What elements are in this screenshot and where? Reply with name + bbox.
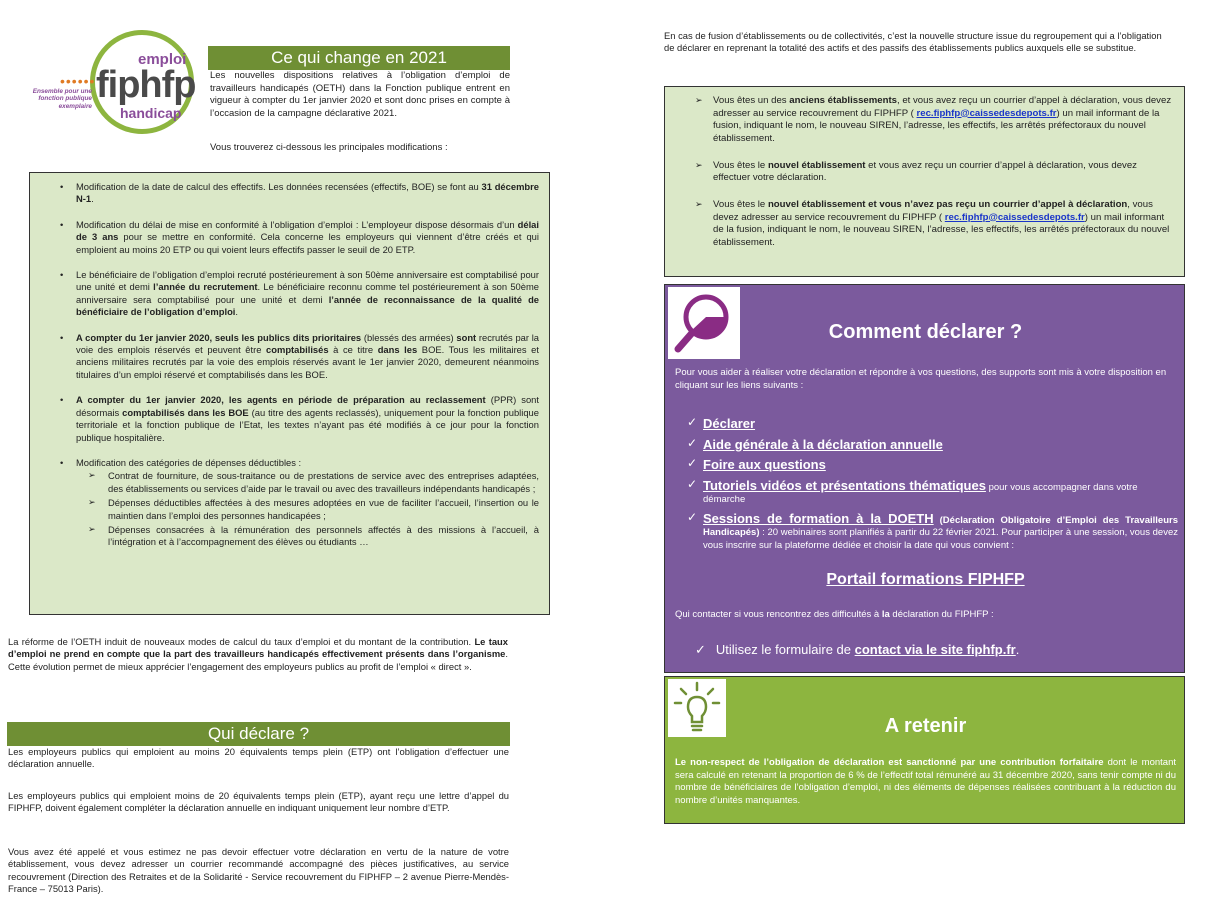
how-to-declare-title: Comment déclarer ? xyxy=(828,321,1023,343)
reform-paragraph: La réforme de l’OETH induit de nouveaux modes de calcul du taux d’emploi et du montant de la contribution. Le taux d’emploi ne prend en compte que la part des travailleurs handicapés effectivement présents dans l’organisme. Cette évolution permet de mieux apprécier l’engagement des employeurs publics au profit de l’emploi « direct ». xyxy=(8,636,508,672)
changes-list xyxy=(30,181,539,549)
a-retenir-text: Le non-respect de l’obligation de déclaration est sanctionné par une contribution forfaitaire dont le montant sera calculé en retenant la proportion de 6 % de l’effectif total rémunéré au 31 décembre 2020, sans tenir compte ni du nombre de bénéficiaires de l’obligation d’emploi, ni des éléments de dépenses réalisées contribuant à la réduction du nombre d’unités manquantes. xyxy=(675,757,1176,806)
link-contact[interactable]: contact via le site fiphfp.fr xyxy=(854,642,1016,657)
list-item: • Modification du délai de mise en conformité à l’obligation d’emploi : L’employeur dispose désormais d’un délai de 3 ans pour se mettre en conformité. Cela concerne les employeurs qui viennent d’être créés et qui emploient au moins 20 ETP ou qui voient leurs effectifs passer le seuil de 20 ETP. xyxy=(30,219,539,256)
a-retenir-box xyxy=(664,676,1185,824)
changes-intro xyxy=(210,70,510,120)
email-link[interactable]: rec.fiphfp@caissedesdepots.fr xyxy=(944,211,1085,223)
list-item xyxy=(665,415,1178,433)
fusion-list xyxy=(665,95,1184,250)
expenses-sublist xyxy=(76,470,539,548)
logo-dots: •••••• xyxy=(60,73,96,89)
portal-link-wrap xyxy=(665,569,1186,590)
changes-box xyxy=(29,172,550,615)
list-item: ✓ Tutoriels vidéos et présentations thématiques pour vous accompagner dans votre démarche xyxy=(665,477,1178,507)
link-aide-generale[interactable]: Aide générale à la déclaration annuelle xyxy=(703,436,943,452)
logo-word-fiphfp: fiphfp xyxy=(96,64,196,106)
list-item: • Modification des catégories de dépenses déductibles : ➢ Contrat de fourniture, de sous-traitance ou de prestations de service avec des entreprises adaptées, des établissements ou services d’aide par le travail ou avec des travailleurs indépendants handicapés ; ➢ Dépenses déductibles affectées à des mesures adoptées en vue de faciliter l’accueil, l’insertion ou le maintien dans l’emploi des personnes handicapées ; ➢ Dépenses consacrées à la rémunération des personnels affectés à des missions à l’accueil, à l’intégration et à l’accompagnement des élèves ou étudiants … xyxy=(30,457,539,549)
link-declarer[interactable]: Déclarer xyxy=(703,416,756,431)
list-item: • Modification de la date de calcul des effectifs. Les données recensées (effectifs, BOE) se font au 31 décembre N-1. xyxy=(30,181,539,206)
declare-links-list xyxy=(665,415,1178,555)
list-item: ➢ Vous êtes le nouvel établissement et vous avez reçu un courrier d’appel à déclaration, vous devez effectuer votre déclaration. xyxy=(665,160,1184,185)
list-item xyxy=(665,456,1178,474)
email-link[interactable]: rec.fiphfp@caissedesdepots.fr xyxy=(916,107,1057,119)
sub-list-item: ➢ Contrat de fourniture, de sous-traitance ou de prestations de service avec des entreprises adaptées, des établissements ou services d’aide par le travail ou avec des travailleurs indépendants handicapés ; xyxy=(86,470,539,495)
list-item: • A compter du 1er janvier 2020, les agents en période de préparation au reclassement (PPR) sont désormais comptabilisés dans les BOE (au titre des agents reclassés), uniquement pour la fonction publique territoriale et la fonction publique de l’Etat, les textes n’ayant pas été modifiés à ce jour pour la fonction publique hospitalière. xyxy=(30,394,539,444)
list-item: ➢ Vous êtes le nouvel établissement et vous n’avez pas reçu un courrier d’appel à déclaration, vous devez adresser au service recouvrement du FIPHFP ( rec.fiphfp@caissedesdepots.fr) un mail informant de la fusion, indiquant le nom, le nouveau SIREN, l’adresse, les effectifs, les arrêtés préfectoraux du nouvel établissement. xyxy=(665,199,1184,250)
fiphfp-logo xyxy=(12,28,200,138)
list-item: ➢ Vous êtes un des anciens établissements, et vous avez reçu un courrier d’appel à déclaration, vous devez adresser au service recouvrement du FIPHFP ( rec.fiphfp@caissedesdepots.fr) un mail informant de la fusion, indiquant le nom, le nouveau SIREN, l’adresse, les effectifs, les arrêtés préfectoraux du nouvel établissement. xyxy=(665,95,1184,146)
fusion-box xyxy=(664,86,1185,277)
link-faq[interactable]: Foire aux questions xyxy=(703,457,826,473)
sub-list-item: ➢ Dépenses déductibles affectées à des mesures adoptées en vue de faciliter l’accueil, l’insertion ou le maintien dans l’emploi des personnes handicapées ; xyxy=(86,497,539,522)
link-sessions-formation[interactable]: Sessions de formation à la DOETH xyxy=(703,510,934,526)
declare-intro: Pour vous aider à réaliser votre déclaration et répondre à vos questions, des supports sont mis à votre disposition en cliquant sur les liens suivants : xyxy=(675,367,1167,391)
list-item: ✓ Sessions de formation à la DOETH (Déclaration Obligatoire d’Emploi des Travailleurs Handicapés) : 20 webinaires sont planifiés à partir du 22 février 2021. Pour participer à une session, vous devez vous inscrire sur la plateforme dédiée et choisir la date qui vous convient : xyxy=(665,510,1178,553)
link-tutoriels[interactable]: Tutoriels vidéos et présentations thématiques xyxy=(703,477,986,493)
list-item: • A compter du 1er janvier 2020, seuls les publics dits prioritaires (blessés des armées) sont recrutés par la voie des emplois réservés et peuvent être comptabilisés à ce titre dans les BOE. Tous les militaires et anciens militaires recrutés par la voie des emplois réservés avant le 1er janvier 2020, demeurent néanmoins titulaires d’un emploi réservé et comptabilisés dans les BOE. xyxy=(30,332,539,382)
fusion-intro: En cas de fusion d’établissements ou de collectivités, c’est la nouvelle structure issue du regroupement qui a l’obligation de déclarer en reprenant la totalité des actifs et des passifs des établissements publics auxquels elle se substitue. xyxy=(664,30,1162,54)
who-paragraph-2: Les employeurs publics qui emploient moins de 20 équivalents temps plein (ETP), ayant reçu une lettre d’appel du FIPHFP, doivent également compléter la déclaration annuelle en indiquant uniquement leur nombre d’ETP. xyxy=(8,790,509,814)
changes-intro-text: Les nouvelles dispositions relatives à l’obligation d’emploi de travailleurs handicapés (OETH) dans la Fonction publique entrent en vigueur à compter du 1er janvier 2020 et sont donc prises en compte à l’occasion de la campagne déclarative 2021. xyxy=(210,70,510,119)
who-paragraph-3: Vous avez été appelé et vous estimez ne pas devoir effectuer votre déclaration en vertu de la nature de votre établissement, vous devez adresser un courrier recommandé accompagné des pièces justificatives, au service recouvrement (Direction des Retraites et de la Solidarité - Service recouvrement du FIPHFP – 2 avenue Pierre-Mendès-France – 75013 Paris). xyxy=(8,846,509,895)
changes-intro2: Vous trouverez ci-dessous les principales modifications : xyxy=(210,142,448,153)
a-retenir-title: A retenir xyxy=(884,715,967,737)
logo-word-emploi: emploi xyxy=(138,51,187,68)
link-portail-formations[interactable]: Portail formations FIPHFP xyxy=(826,571,1025,588)
section-title-who: Qui déclare ? xyxy=(7,722,510,746)
list-item xyxy=(665,436,1178,454)
list-item: • Le bénéficiaire de l’obligation d’emploi recruté postérieurement à son 50ème anniversaire est comptabilisé pour une unité et demi l’année du recrutement. Le bénéficiaire reconnu comme tel postérieurement à son 50ème anniversaire sera comptabilisé pour une unité et demi l’année de reconnaissance de la qualité de bénéficiaire de l’obligation d’emploi. xyxy=(30,269,539,319)
logo-tagline: Ensemble pour une fonction publique exemplaire xyxy=(32,88,92,110)
contact-line: ✓ Utilisez le formulaire de contact via le site fiphfp.fr. xyxy=(695,642,1020,657)
how-to-declare-box xyxy=(664,284,1185,673)
sub-list-item: ➢ Dépenses consacrées à la rémunération des personnels affectés à des missions à l’accueil, à l’intégration et à l’accompagnement des élèves ou étudiants … xyxy=(86,524,539,549)
who-paragraph-1: Les employeurs publics qui emploient au moins 20 équivalents temps plein (ETP) ont l’obligation d’effectuer une déclaration annuelle. xyxy=(8,746,509,770)
check-icon: ✓ xyxy=(695,642,706,657)
logo-word-handicap: handicap xyxy=(120,105,182,121)
contact-question: Qui contacter si vous rencontrez des difficultés à la déclaration du FIPHFP : xyxy=(675,609,994,620)
section-title-changes: Ce qui change en 2021 xyxy=(208,46,510,70)
